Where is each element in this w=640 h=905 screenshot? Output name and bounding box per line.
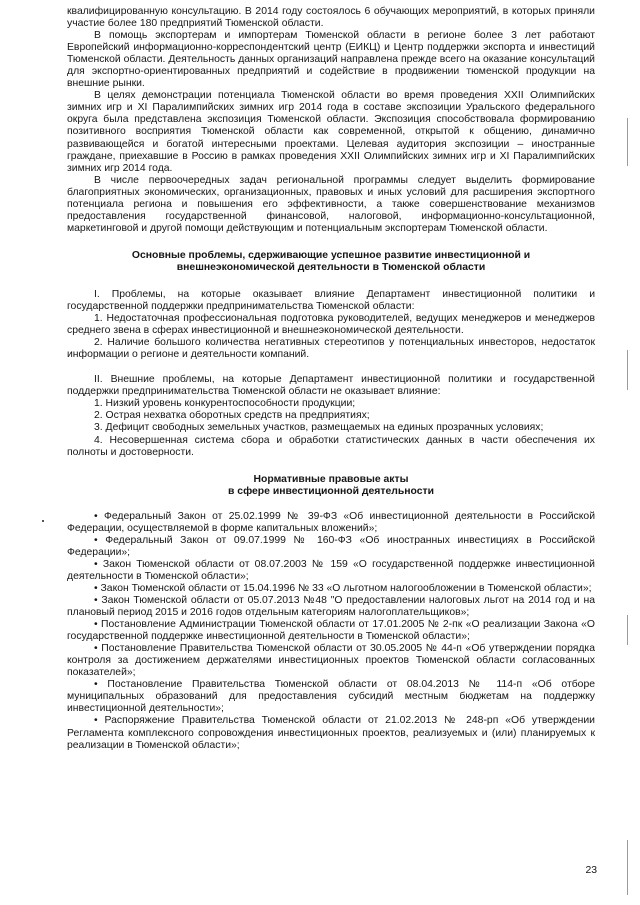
- section-two-item: 2. Острая нехватка оборотных средств на предприятиях;: [94, 410, 370, 422]
- legal-act-item: • Постановление Правительства Тюменской области от 08.04.2013 № 114-п «Об отборе муниципальных образований для предоставления субсидий местным бюджетам на поддержку инвестиционной деятельности»;: [67, 679, 595, 715]
- legal-act-item: • Закон Тюменской области от 15.04.1996 № 33 «О льготном налогообложении в Тюменской области»;: [94, 582, 592, 594]
- section-two-item: 3. Дефицит свободных земельных участков, размещаемых на единых прозрачных условиях;: [94, 422, 544, 434]
- paragraph-priorities: В числе первоочередных задач региональной программы следует выделить формирование благоприятных экономических, организационных, правовых и иных условий для расширения экспортного потенциала региона и повышения его эффективности, а также совершенствование механизмов предоставления государственной финансовой, налоговой, информационно-консультационной, маркетинговой и другой помощи действующим и потенциальным экспортерам Тюменской области.: [67, 174, 595, 234]
- legal-act-item: • Закон Тюменской области от 05.07.2013 №48 "О предоставлении налоговых льгот на 2014 год и на плановый период 2015 и 2016 годов отдельным категориям налогоплательщиков»;: [67, 595, 595, 619]
- legal-act-item: • Распоряжение Правительства Тюменской области от 21.02.2013 № 248-рп «Об утверждении Регламента комплексного сопровождения инвестиционных проектов, реализуемых и (или) планируемых к реализации в Тюменской области»;: [67, 715, 595, 751]
- section-one-item: 2. Наличие большого количества негативных стереотипов у потенциальных инвесторов, недостаток информации о регионе и деятельности компаний.: [67, 337, 595, 361]
- paragraph-eicc: В помощь экспортерам и импортерам Тюменской области в регионе более 3 лет работают Европейский информационно-корреспондентский центр (ЕИКЦ) и Центр поддержки экспорта и инвестиций Тюменской области. Деятельность данных организаций направлена прежде всего на оказание консультаций для экспортно-ориентированных предприятий и содействие в продвижении тюменской продукции на внешние рынки.: [67, 30, 595, 90]
- heading-main-problems: Основные проблемы, сдерживающие успешное развитие инвестиционной и внешнеэкономической деятельности в Тюменской области: [131, 249, 531, 273]
- legal-act-item: • Федеральный Закон от 09.07.1999 № 160-ФЗ «Об иностранных инвестициях в Российской Федерации»;: [67, 534, 595, 558]
- page-number: 23: [585, 865, 597, 876]
- legal-act-item: • Постановление Администрации Тюменской области от 17.01.2005 № 2-пк «О реализации Закона «О государственной поддержке инвестиционной деятельности в Тюменской области»;: [67, 619, 595, 643]
- section-two-item: 4. Несовершенная система сбора и обработки статистических данных в части обеспечения их полноты и достоверности.: [67, 434, 595, 458]
- heading-legal-acts-line2: в сфере инвестиционной деятельности: [228, 485, 434, 497]
- paragraph-olympics: В целях демонстрации потенциала Тюменской области во время проведения XXII Олимпийских зимних игр и XI Паралимпийских зимних игр 2014 года в составе экспозиции Уральского федерального округа была представлена экспозиция Тюменской области. Экспозиция способствовала формированию позитивного восприятия Тюменской области как современной, открытой к общению, динамично развивающейся и богатой интересными проектами. Целевая аудитория экспозиции – иностранные граждане, приехавшие в Россию в рамках проведения XXII Олимпийских зимних игр и XI Паралимпийских зимних игр 2014 года.: [67, 90, 595, 174]
- section-one-intro: I. Проблемы, на которые оказывает влияние Департамент инвестиционной политики и государственной поддержки предпринимательства Тюменской области:: [67, 288, 595, 313]
- scan-margin-mark: [627, 615, 628, 645]
- legal-act-item: • Федеральный Закон от 25.02.1999 № 39-ФЗ «Об инвестиционной деятельности в Российской Федерации, осуществляемой в форме капитальных вложений»;: [67, 510, 595, 534]
- legal-act-item: • Закон Тюменской области от 08.07.2003 № 159 «О государственной поддержке инвестиционной деятельности в Тюменской области»;: [67, 558, 595, 582]
- paragraph-continuation: квалифицированную консультацию. В 2014 году состоялось 6 обучающих мероприятий, в которых приняли участие более 180 предприятий Тюменской области.: [67, 6, 595, 30]
- section-two-item: 1. Низкий уровень конкурентоспособности продукции;: [94, 398, 356, 410]
- scan-margin-mark: [627, 840, 628, 895]
- scan-margin-mark: [627, 118, 628, 166]
- page-content: [67, 6, 595, 752]
- section-two-intro: II. Внешние проблемы, на которые Департамент инвестиционной политики и государственной поддержки предпринимательства Тюменской области не оказывает влияние:: [67, 374, 595, 398]
- heading-legal-acts-line1: Нормативные правовые акты: [253, 473, 409, 485]
- scan-dot: [42, 520, 44, 522]
- legal-act-item: • Постановление Правительства Тюменской области от 30.05.2005 № 44-п «Об утверждении порядка контроля за достижением держателями инвестиционных проектов Тюменской области согласованных показателей»;: [67, 643, 595, 679]
- scan-margin-mark: [627, 350, 628, 390]
- section-one-item: 1. Недостаточная профессиональная подготовка руководителей, ведущих менеджеров и менеджеров среднего звена в сферах инвестиционной и внешнеэкономической деятельности.: [67, 313, 595, 337]
